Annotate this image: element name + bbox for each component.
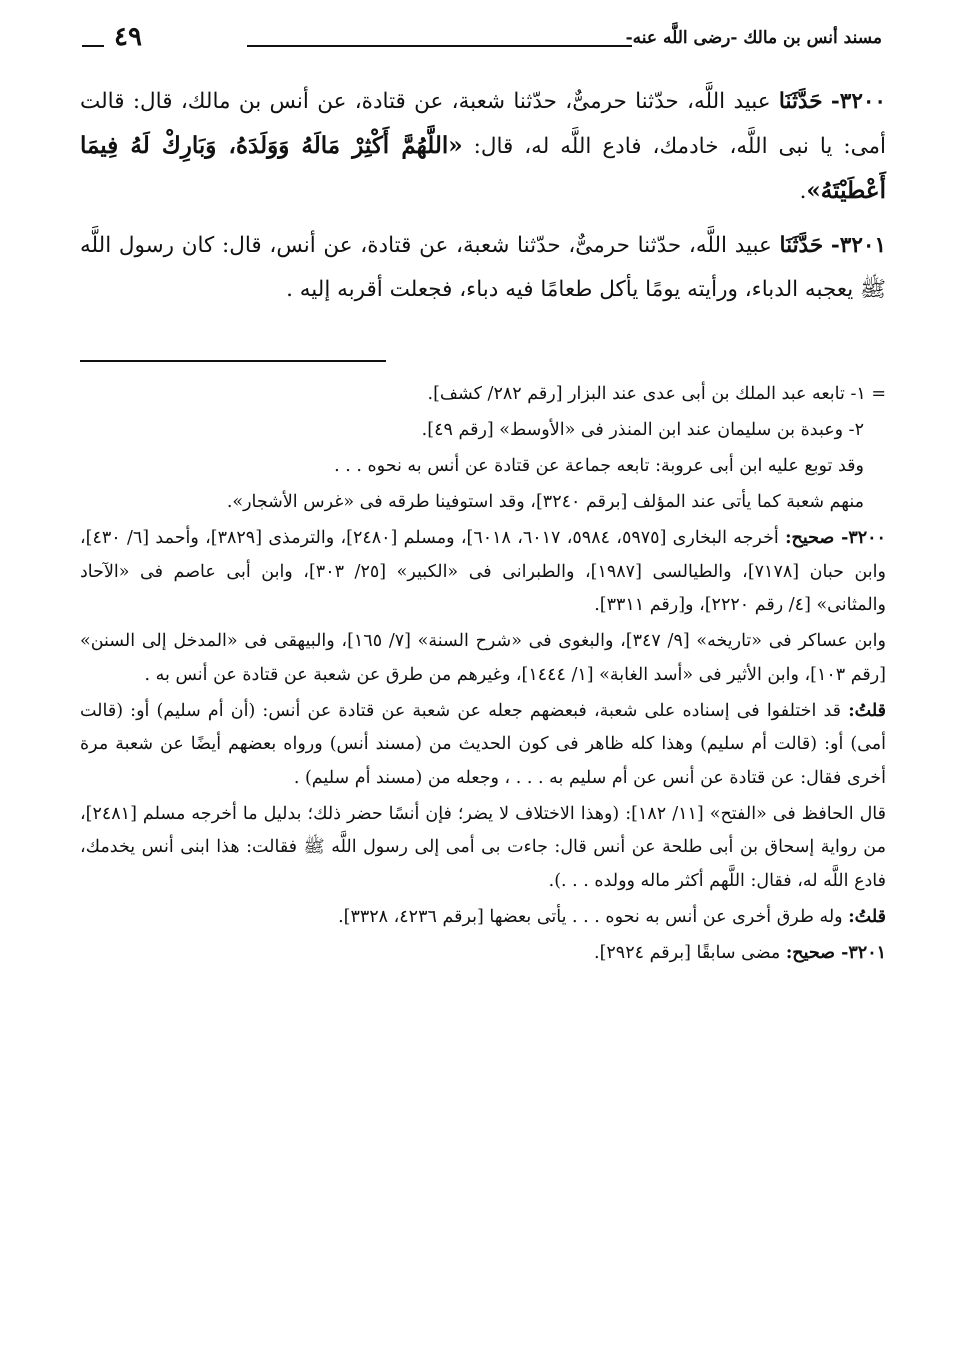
running-header-title: مسند أنس بن مالك -رضى اللَّه عنه-: [625, 28, 882, 48]
header-rule: [247, 45, 632, 47]
footnote-lead: ٣٢٠٠- صحيح:: [785, 528, 886, 548]
hadith-text: عبيد اللَّه، حدّثنا حرمىٌّ، حدّثنا شعبة، عن قتادة، عن أنس، قال: كان رسول اللَّه ﷺ يعجبه الدباء، ورأيته يومًا يأكل طعامًا فيه دباء، فجعلت أقربه إليه .: [80, 233, 886, 302]
hadith-end: .: [799, 179, 807, 204]
footnote-text: مضى سابقًا [برقم ٢٩٢٤].: [594, 942, 781, 963]
running-header: [82, 22, 882, 62]
hadith-number: ٣٢٠٠-: [830, 89, 886, 114]
footnote-text: قال الحافظ فى «الفتح» [١١/ ١٨٢]: (وهذا الاختلاف لا يضر؛ فإن أنسًا حضر ذلك؛ بدليل ما أخرجه مسلم [٢٤٨١]، من رواية إسحاق بن أبى طلحة عن أنس قال: جاءت بى أمى إلى رسول اللَّه ﷺ فقالت: هذا ابنى أنس يخدمك، فادع اللَّه له، فقال: اللَّهم أكثر ماله وولده . . .).: [80, 803, 886, 891]
page-number: ٤٩: [114, 22, 142, 52]
footnote: [80, 414, 886, 448]
footnote-lead: ٣٢٠١- صحيح:: [785, 942, 886, 963]
hadith-3201: [80, 224, 886, 312]
footnote-takhrij-3200: [80, 522, 886, 623]
hadith-text: عبيد اللَّه، حدّثنا حرمىٌّ، حدّثنا شعبة، عن قتادة، عن أنس بن مالك، قال: قالت أمى: يا نبى اللَّه، خادمك، فادع اللَّه له، قال:: [80, 89, 886, 159]
footnotes: [80, 378, 886, 973]
main-text: [80, 80, 886, 322]
hadith-prayer: «اللَّهُمَّ أَكْثِرْ مَالَهُ وَوَلَدَهُ، وَبَارِكْ لَهُ فِيمَا أَعْطَيْتَهُ»: [80, 132, 886, 204]
hadith-lead: حَدَّثَنَا: [779, 233, 824, 258]
hadith-3200: [80, 80, 886, 214]
footnote-text: وقد توبع عليه ابن أبى عروبة: تابعه جماعة عن قتادة عن أنس به نحوه . . .: [334, 456, 864, 476]
page-number-dash: [82, 45, 104, 47]
footnote-lead: قلتُ:: [848, 906, 886, 927]
footnote-separator: [80, 360, 386, 362]
footnote-text: أخرجه البخارى [٥٩٧٥، ٥٩٨٤، ٦٠١٧، ٦٠١٨]، ومسلم [٢٤٨٠]، والترمذى [٣٨٢٩]، وأحمد [٦/ ٤٣٠]، وابن حبان [٧١٧٨]، والطيالسى [١٩٨٧]، والطبرانى فى «الكبير» [٢٥/ ٣٠٣]، وابن أبى عاصم فى «الآحاد والمثانى» [٤/ رقم ٢٢٢٠]، و[رقم ٣٣١١].: [80, 528, 886, 615]
footnote: [80, 450, 886, 484]
footnote: [80, 625, 886, 692]
footnote: [80, 486, 886, 520]
footnote-text: وله طرق أخرى عن أنس به نحوه . . . يأتى بعضها [برقم ٤٢٣٦، ٣٣٢٨].: [338, 906, 843, 927]
footnote-text: = ١- تابعه عبد الملك بن أبى عدى عند البزار [رقم ٢٨٢/ كشف].: [427, 384, 886, 404]
hadith-lead: حَدَّثَنَا: [778, 89, 823, 114]
footnote: [80, 798, 886, 899]
footnote-text: منهم شعبة كما يأتى عند المؤلف [برقم ٣٢٤٠]، وقد استوفينا طرقه فى «غرس الأشجار».: [226, 492, 864, 512]
footnote-comment: [80, 901, 886, 935]
footnote-text: وابن عساكر فى «تاريخه» [٩/ ٣٤٧]، والبغوى فى «شرح السنة» [٧/ ١٦٥]، والبيهقى فى «المدخل إلى السنن» [رقم ١٠٣]، وابن الأثير فى «أسد الغابة» [١/ ١٤٤٤]، وغيرهم من طرق عن شعبة عن قتادة عن أنس به .: [80, 631, 886, 685]
footnote-comment: [80, 695, 886, 796]
footnote-text: قد اختلفوا فى إسناده على شعبة، فبعضهم جعله عن شعبة عن قتادة عن أنس: (أن أم سليم) أو: (قالت أمى) أو: (قالت أم سليم) وهذا كله ظاهر فى كون الحديث من (مسند أنس) ورواه بعضهم أيضًا عن شعبة مرة أخرى فقال: عن قتادة عن أنس عن أم سليم به . . . ، وجعله من (مسند أم سليم) .: [80, 700, 886, 788]
footnote-lead: قلتُ:: [848, 700, 886, 721]
footnote: [80, 378, 886, 412]
footnote-takhrij-3201: [80, 937, 886, 971]
hadith-number: ٣٢٠١-: [830, 233, 886, 258]
footnote-text: ٢- وعبدة بن سليمان عند ابن المنذر فى «الأوسط» [رقم ٤٩].: [421, 420, 864, 440]
